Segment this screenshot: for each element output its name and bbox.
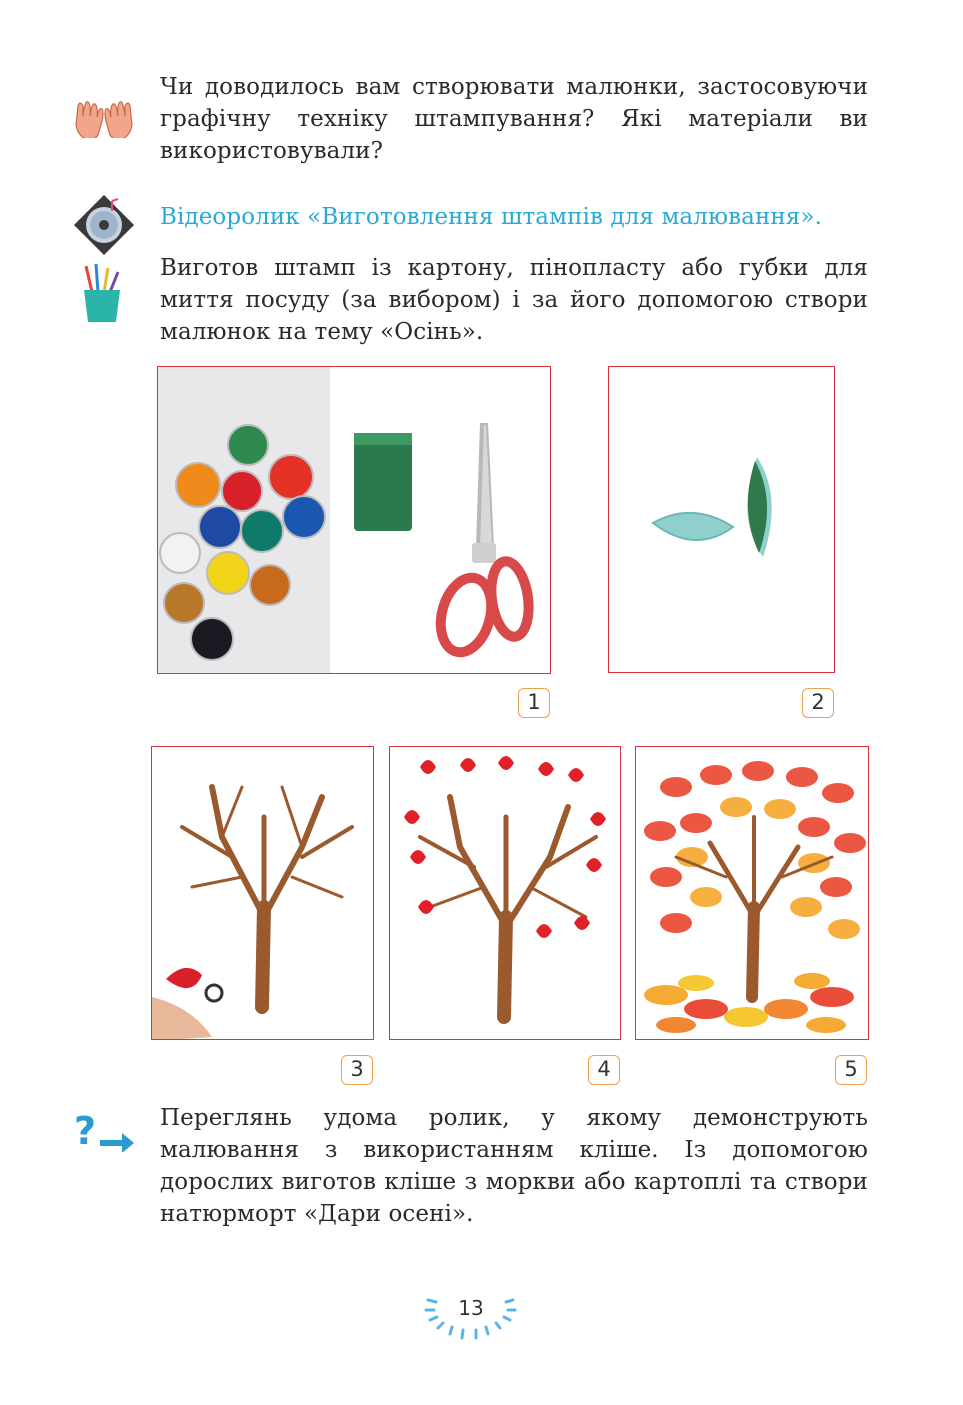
page-number: 13 [458,1296,484,1320]
hands-icon [72,92,136,138]
photo-materials [157,366,551,674]
photo-tree-autumn [635,746,869,1040]
task-text: Виготов штамп із картону, пінопласту або губки для миття посуду (за вибором) і за його допомогою створи малюнок на тему «Осінь». [160,255,868,345]
figure-number-5: 5 [835,1055,867,1085]
figure-number-2: 2 [802,688,834,718]
photo-tree-red-leaves [389,746,621,1040]
figure-number-1: 1 [518,688,550,718]
figure-number-3: 3 [341,1055,373,1085]
photo-sponge-leaf [608,366,835,673]
figure-number-4: 4 [588,1055,620,1085]
video-link[interactable]: Відеоролик «Виготовлення штампів для малювання». [160,204,822,230]
svg-text:?: ? [74,1109,97,1152]
pencil-cup-icon [78,262,126,324]
question-arrow-icon [70,1106,136,1152]
homework-text: Переглянь удома ролик, у якому демонструють малювання з використанням кліше. Із допомогою дорослих виготов кліше з моркви або картоплі та створи натюрморт «Дари осені». [160,1105,868,1227]
video-disc-icon [72,193,136,257]
photo-tree-bare [151,746,374,1040]
question-text: Чи доводилось вам створювати малюнки, застосовуючи графічну техніку штампування? Які матеріали ви використовували? [160,74,868,164]
